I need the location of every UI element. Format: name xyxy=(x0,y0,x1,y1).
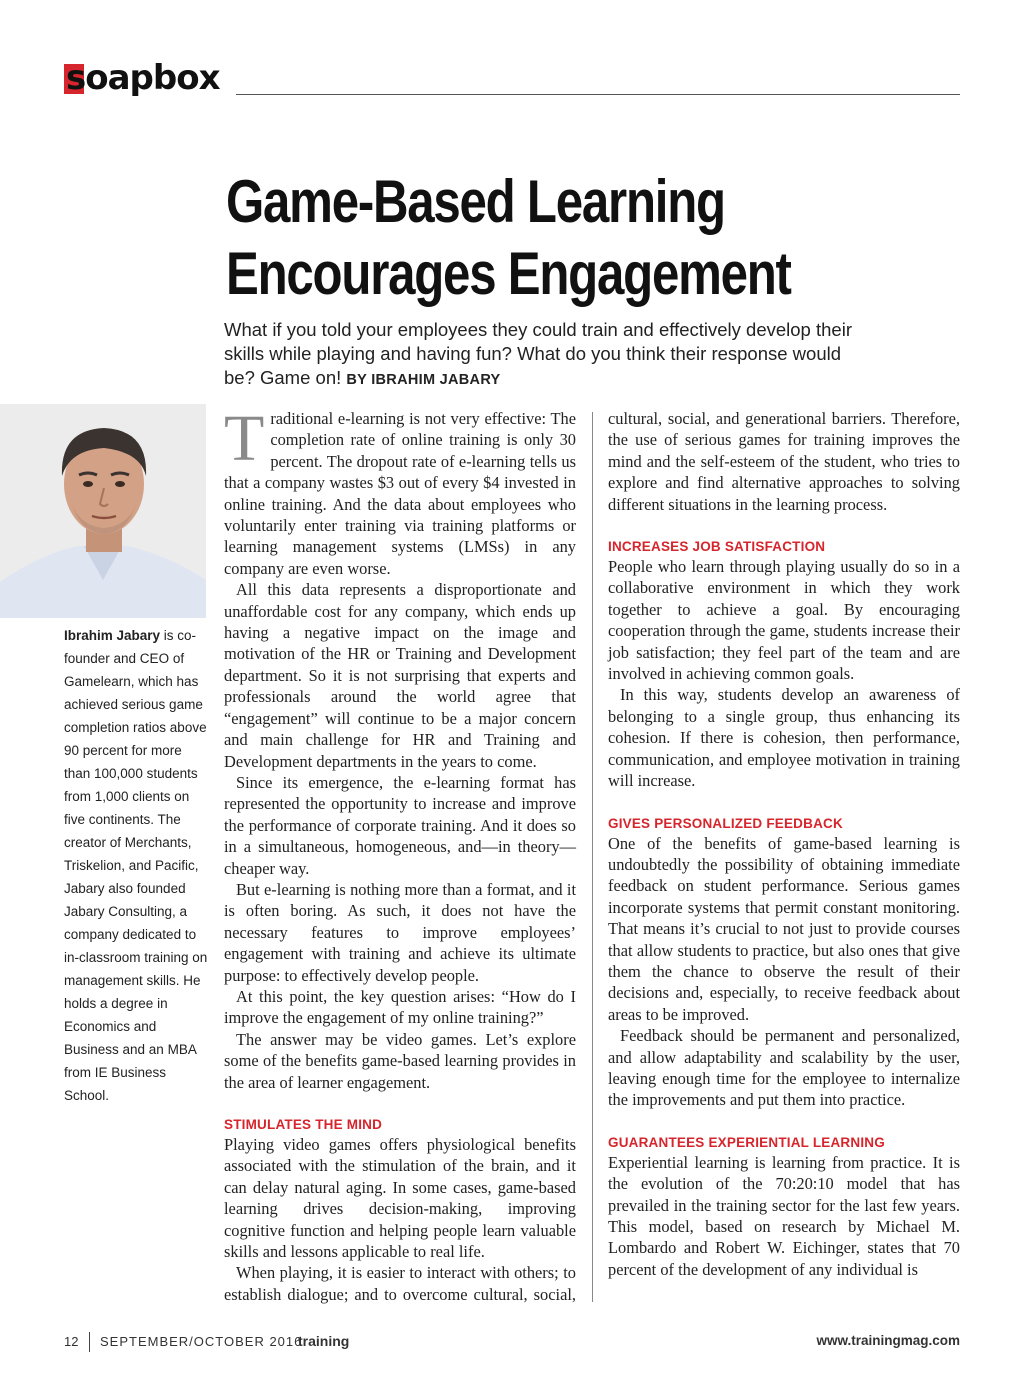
subheading: INCREASES JOB SATISFACTION xyxy=(608,539,826,555)
article-column-left xyxy=(224,402,576,1305)
article-title xyxy=(226,166,800,310)
author-bio xyxy=(64,624,208,1107)
paragraph: One of the benefits of game-based learning is undoubtedly the possibility of obtaining immediate feedback on student performance. Serious games incorporate systems that permit constant monitoring. That means it’s crucial to not just to provide courses that allow students to practice, but also ones that give them the chance to observe the result of their decisions and, especially, to receive feedback about areas to be improved. xyxy=(608,833,960,1024)
drop-cap: T xyxy=(224,402,265,475)
paragraph: Since its emergence, the e-learning format has represented the opportunity to increase and improve the performance of corporate training. And it does so in a simultaneous, homogeneous, and—in theory—cheaper way. xyxy=(224,772,576,878)
author-name: Ibrahim Jabary xyxy=(64,628,161,643)
paragraph: Feedback should be permanent and personalized, and allow adaptability and scalability by the user, leaving enough time for the employee to internalize the improvements and put them into practice. xyxy=(608,1026,960,1110)
paragraph xyxy=(224,402,576,579)
paragraph: At this point, the key question arises: “How do I improve the engagement of my online training?” xyxy=(224,986,576,1028)
paragraph: Experiential learning is learning from practice. It is the evolution of the 70:20:10 model that has prevailed in the training sector for the last few years. This model, based on research by Michael M. Lombardo and Robert W. Eichinger, states that 70 percent of the development of any individual is xyxy=(608,1152,960,1279)
article-deck xyxy=(224,318,864,392)
article-column-right xyxy=(608,408,960,1280)
column-divider xyxy=(592,412,593,1302)
paragraph: When playing, it is easier to interact with others; to establish dialogue; and to overcome cultural, social, xyxy=(224,1263,576,1304)
issue-date: SEPTEMBER/OCTOBER 2016 xyxy=(100,1334,303,1349)
deck-text: What if you told your employees they could train and effectively develop their skills while playing and having fun? What do you think their response would be? Game on! xyxy=(224,319,852,388)
website-link[interactable]: www.trainingmag.com xyxy=(816,1333,960,1348)
magazine-name: training xyxy=(298,1333,350,1349)
paragraph: All this data represents a disproportionate and unaffordable cost for any company, which ends up having a negative impact on the image and motivation of the HR or Training and Development department. So it is not surprising that experts and professionals around the world agree that “engagement” will continue to be a major concern and main challenge for HR and Training and Development departments in the years to come. xyxy=(224,580,576,771)
subheading: GIVES PERSONALIZED FEEDBACK xyxy=(608,815,843,831)
section-rule xyxy=(236,94,960,95)
paragraph: But e-learning is nothing more than a format, and it is often boring. As such, it does not have the necessary features to improve employees’ engagement with training and achieve its ultimate purpose: to effectively develop people. xyxy=(224,879,576,985)
paragraph: In this way, students develop an awareness of belonging to a single group, thus enhancing its cohesion. If there is cohesion, then performance, communication, and employee motivation in training will increase. xyxy=(608,685,960,791)
portrait-svg xyxy=(0,404,206,618)
section-label: soapbox xyxy=(66,58,220,98)
paragraph: Playing video games offers physiological benefits associated with the stimulation of the brain, and it can delay natural aging. In some cases, game-based learning drives decision-making, improving cognitive function and helping people learn valuable skills and lessons applicable to real life. xyxy=(224,1135,576,1262)
author-bio-text: is co-founder and CEO of Gamelearn, which has achieved serious game completion ratios above 90 percent for more than 100,000 students from 1,000 clients on five continents. The creator of Merchants, Triskelion, and Pacific, Jabary also founded Jabary Consulting, a company dedicated to in-classroom training on management skills. He holds a degree in Economics and Business and an MBA from IE Business School. xyxy=(64,628,208,1103)
paragraph: The answer may be video games. Let’s explore some of the benefits game-based learning provides in the area of learner engagement. xyxy=(224,1029,576,1092)
page-number: 12 xyxy=(64,1334,79,1349)
subheading: STIMULATES THE MIND xyxy=(224,1117,383,1132)
subheading: GUARANTEES EXPERIENTIAL LEARNING xyxy=(608,1134,885,1150)
footer-divider xyxy=(89,1332,90,1352)
paragraph: People who learn through playing usually do so in a collaborative environment in which they work together to achieve a goal. By encouraging cooperation through the game, students increase their job satisfaction; they feel part of the team and are involved in achieving common goals. xyxy=(608,557,960,684)
article-title-line-2: Encourages Engagement xyxy=(226,240,791,307)
page-footer xyxy=(64,1332,960,1356)
paragraph-text: raditional e-learning is not very effective: The completion rate of online training is only 30 percent. The dropout rate of e-learning tells us that a company wastes $3 out of every $4 invested in online training. And the data about employees who voluntarily enter training via training platforms or learning management systems (LMSs) in any company are even worse. xyxy=(224,409,576,578)
author-portrait-icon xyxy=(0,404,206,618)
byline: BY IBRAHIM JABARY xyxy=(346,372,501,388)
paragraph-continued: cultural, social, and generational barriers. Therefore, the use of serious games for training improves the mind and the self-esteem of the student, who tries to explore and find alternative approaches to solving different situations in the learning process. xyxy=(608,409,960,514)
article-title-line-1: Game-Based Learning xyxy=(226,168,725,235)
